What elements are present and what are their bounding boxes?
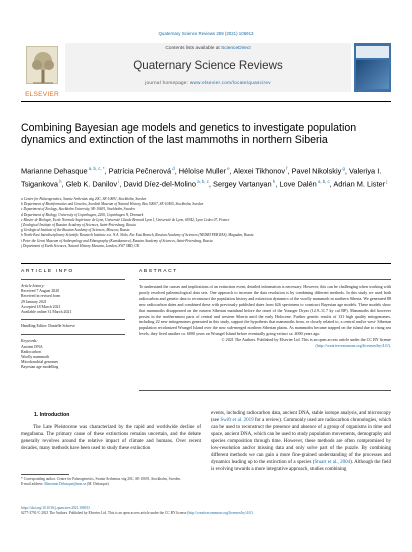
affiliation-line: a Centre for Palaeogenetics, Svante Arrhenius väg 20C, SE-10691, Stockholm, Sweden	[21, 197, 147, 201]
cover-title-band	[356, 46, 389, 58]
citation-stuart[interactable]: Stuart et al., 2004	[314, 460, 351, 465]
abstract-heading: ABSTRACT	[139, 269, 178, 274]
affiliations	[21, 197, 391, 249]
affiliation-line: f Zoological Institute of Russian Academy of Sciences, Saint-Petersburg, Russia	[21, 223, 136, 228]
abstract-copyright	[139, 337, 391, 349]
cc-license-link[interactable]: (http://creativecommons.org/licenses/by/4.0/).	[315, 343, 391, 349]
info-divider-2	[21, 334, 125, 335]
footnote	[21, 477, 201, 487]
keyword: Mitochondrial genomes	[21, 360, 59, 365]
author-affiliation-marker[interactable]: h	[271, 178, 276, 184]
doi-link[interactable]: https://doi.org/10.1016/j.quascirev.2021.106913	[21, 506, 91, 510]
author-name[interactable]: Héloïse Muller	[178, 166, 227, 176]
affiliation-line: i Peter the Great Museum of Anthropology and Ethnography (Kunstkamera), Russian Academy of Sciences, Saint-Petersburg, Russia	[21, 238, 213, 243]
author-name[interactable]: Marianne Dehasque	[21, 166, 88, 176]
copyright-text: © 2021 The Authors. Published by Elsevier Ltd. This is an open access article under the CC BY license	[221, 337, 391, 343]
intro-left-column: The Late Pleistocene was characterized by the rapid and worldwide decline of megafauna. The primary cause of these extinctions remains uncertain, and the debate generally revolves around the relative impact of climate and humans. Over recent decades, many methods have been used to study these extinction	[21, 425, 201, 451]
affiliation-line: e Master de Biologie, Ecole Normale Supérieure de Lyon, Université Claude Bernard Lyon I, Université de Lyon, 69342, Lyon Cedex 07, France	[21, 217, 230, 222]
author-name[interactable]: Pavel Nikolskiy	[291, 166, 342, 176]
article-history	[21, 289, 111, 315]
journal-reference[interactable]: Quaternary Science Reviews 259 (2021) 106913	[158, 31, 254, 36]
email-link[interactable]: Marianne.Dehasque@nrm.se	[44, 482, 87, 486]
publisher-name: ELSEVIER	[25, 91, 59, 98]
keywords-label: Keywords:	[21, 339, 38, 344]
abstract-bottom-rule	[139, 390, 391, 391]
info-divider	[21, 319, 125, 320]
bottom-license-link[interactable]: (http://creativecommons.org/licenses/by/4.0/).	[187, 511, 254, 515]
author-affiliation-marker[interactable]: a, b, c, *	[87, 166, 105, 171]
intro-right-column	[211, 410, 391, 473]
author-name[interactable]: Sergey Vartanyan	[213, 179, 272, 189]
affiliation-line: g Geological Institute of the Russian Academy of Sciences, Moscow, Russia	[21, 228, 130, 233]
article-info	[21, 284, 111, 371]
affiliation-line: h North-East Interdisciplinary Scientific Research Institute n.a. N.A. Shilo, Far East Branch, Russian Academy of Sciences (NEISRI FEB RAS), Magadan, Russia	[21, 233, 254, 238]
right-text-1: events, including radiocarbon data, ancient DNA, stable isotope analysis, and microscopy (see	[211, 411, 391, 423]
author-name[interactable]: Alexei Tikhonov	[233, 166, 286, 176]
history-entry: Received 7 August 2020	[21, 289, 60, 294]
section-heading-introduction: 1. Introduction	[34, 412, 70, 418]
history-entry: 29 January 2021	[21, 299, 47, 304]
journal-title[interactable]: Quaternary Science Reviews	[133, 59, 283, 72]
page-bottom	[21, 506, 391, 516]
affiliation-line: d Department of Biology, University of Copenhagen, 2200, Copenhagen N, Denmark	[21, 212, 144, 217]
article-info-heading: ARTICLE INFO	[21, 269, 74, 274]
abstract-text: To understand the causes and implications of an extinction event, detailed information is necessary. However, this can be challenging when working with poorly resolved paleontological data sets. One approach to increase the data resolution is by combining different methods. In this study we used both radiocarbon and genetic data to reconstruct the population history and extinction dynamics of the woolly mammoth in northern Siberia. We generated 88 new radiocarbon dates and combined these with previously published dates from 626 specimens to construct Bayesian age models. These models show that mammoths disappeared on the eastern Siberian mainland before the onset of the Younger Dryas (12.9–11.7 ky cal BP). Mammoths did however persist in the northernmost parts of central and western Siberia until the early Holocene. Further genetic results of 131 high quality mitogenomes, including 22 new mitogenomes generated in this study, support the hypothesis that mammoths from, or closely related to, a central and/or west- Siberian population recolonized Wrangel Island over the now sub-merged northern Siberian plains. As mammoths became trapped on the island due to rising sea levels, they lived another ca. 6000 years on Wrangel Island before eventually going extinct ca. 4000 years ago.	[139, 284, 391, 337]
contents-prefix: Contents lists available at	[165, 46, 222, 51]
author-affiliation-marker[interactable]: a, b, c	[316, 178, 330, 184]
abstract-rule	[139, 279, 391, 280]
homepage-prefix: journal homepage:	[145, 80, 190, 85]
header-rule	[21, 101, 391, 102]
publisher-logo[interactable]	[21, 43, 63, 98]
issn-line	[21, 511, 391, 516]
right-text-3: ). Although the field is evolving towards a more integrative approach, studies combining	[211, 460, 391, 472]
history-entry: Received in revised form	[21, 294, 61, 299]
author-name[interactable]: Adrian M. Lister	[333, 179, 386, 189]
homepage-link[interactable]: www.elsevier.com/locate/quascirev	[189, 80, 271, 85]
abstract	[139, 284, 391, 349]
issn-text: 0277-3791/© 2021 The Authors. Published by Elsevier Ltd. This is an open access article under the CC BY license	[21, 511, 188, 515]
elsevier-tree-icon	[26, 46, 58, 84]
author-affiliation-marker[interactable]: f	[285, 166, 288, 171]
author-name[interactable]: David Díez-del-Molino	[123, 179, 197, 189]
keyword: Bayesian age modelling	[21, 365, 59, 370]
keywords	[21, 345, 111, 371]
article-title: Combining Bayesian age models and genetics to investigate population dynamics and extinction of the last mammoths in northern Siberia	[21, 122, 357, 147]
affiliation-line: b Department of Bioinformatics and Genetics, Swedish Museum of Natural History, Box 50007, SE-10405, Stockholm, Sweden	[21, 202, 204, 207]
author-affiliation-marker[interactable]: a, b, c	[196, 178, 209, 184]
affiliation-line: c Department of Zoology, Stockholm University, SE-10691, Stockholm, Sweden	[21, 207, 135, 212]
keyword: Woolly mammoth	[21, 355, 50, 360]
author-name[interactable]: Love Dalén	[279, 179, 317, 189]
contents-line	[65, 46, 351, 51]
history-entry: Accepted 18 March 2021	[21, 304, 61, 309]
sciencedirect-link[interactable]: ScienceDirect	[221, 46, 251, 51]
footnote-rule	[21, 474, 69, 475]
journal-banner	[65, 43, 351, 92]
author-affiliation-marker[interactable]: h	[57, 178, 62, 184]
history-label: Article history:	[21, 284, 45, 288]
journal-cover-thumbnail[interactable]	[354, 43, 391, 92]
keyword: Ancient DNA	[21, 344, 43, 349]
author-name[interactable]: Patrícia Pečnerová	[108, 166, 172, 176]
author-affiliation-marker[interactable]: j	[385, 178, 388, 184]
handling-editor: Handling Editor: Danielle Schreve	[21, 324, 75, 329]
email-suffix: (M. Dehasque).	[86, 482, 110, 486]
right-text-2: for a review). Commonly used are radiocarbon chronologies, which can be used to reconstruct the presence and absence of a group of organisms in time and space, ancient DNA, which can be used to study population movements, demography and species composition through time. However, these methods are often compromised by low-resolution and/or missing data and only solve part of the puzzle. By combining different methods we can gain a more fine-grained understanding of the processes and dynamics leading up to the extinction of a species (	[211, 418, 391, 465]
author-affiliation-marker[interactable]: i	[117, 178, 120, 184]
affiliation-rule	[21, 263, 391, 264]
keyword: Radiocarbon	[21, 349, 41, 354]
author-affiliation-marker[interactable]: d	[171, 166, 175, 171]
email-line	[21, 482, 201, 487]
journal-homepage	[65, 80, 351, 85]
author-name[interactable]: Gleb K. Danilov	[65, 179, 118, 189]
citation-swift[interactable]: Swift et al. 2019	[220, 418, 254, 423]
author-list: Marianne Dehasque $^{a, b, c, *}$, Patrícia Pečnerová $^d$, Héloïse Muller $^e$, Alexei Tikhonov $^f$, Pavel Nikolskiy $^g$, Valeriya I. Tsigankova $^h$, Gleb K. Danilov $^i$, David Díez-del-Molino $^{a, b, c}$, Sergey Vartanyan $^h$, Love Dalén $^{a, b, c}$, Adrian M. Lister $^j$	[21, 166, 388, 189]
article-info-rule	[21, 279, 125, 280]
corresponding-author: * Corresponding author. Centre for Palaeogenetics, Svante Arrhenius väg 20C, SE-10691, Stockholm, Sweden.	[21, 477, 181, 481]
history-entry: Available online 31 March 2021	[21, 310, 72, 315]
email-prefix: E-mail address:	[21, 482, 45, 486]
journal-header	[21, 43, 391, 98]
author-affiliation-marker[interactable]: g	[341, 166, 345, 171]
author-name[interactable]: Valeriya I. Tsigankova	[21, 166, 382, 189]
cover-image	[356, 60, 389, 89]
affiliation-line: j Department of Earth Sciences, Natural History Museum, London, SW7 5BD, UK	[21, 243, 140, 248]
author-affiliation-marker[interactable]: e	[226, 166, 230, 171]
